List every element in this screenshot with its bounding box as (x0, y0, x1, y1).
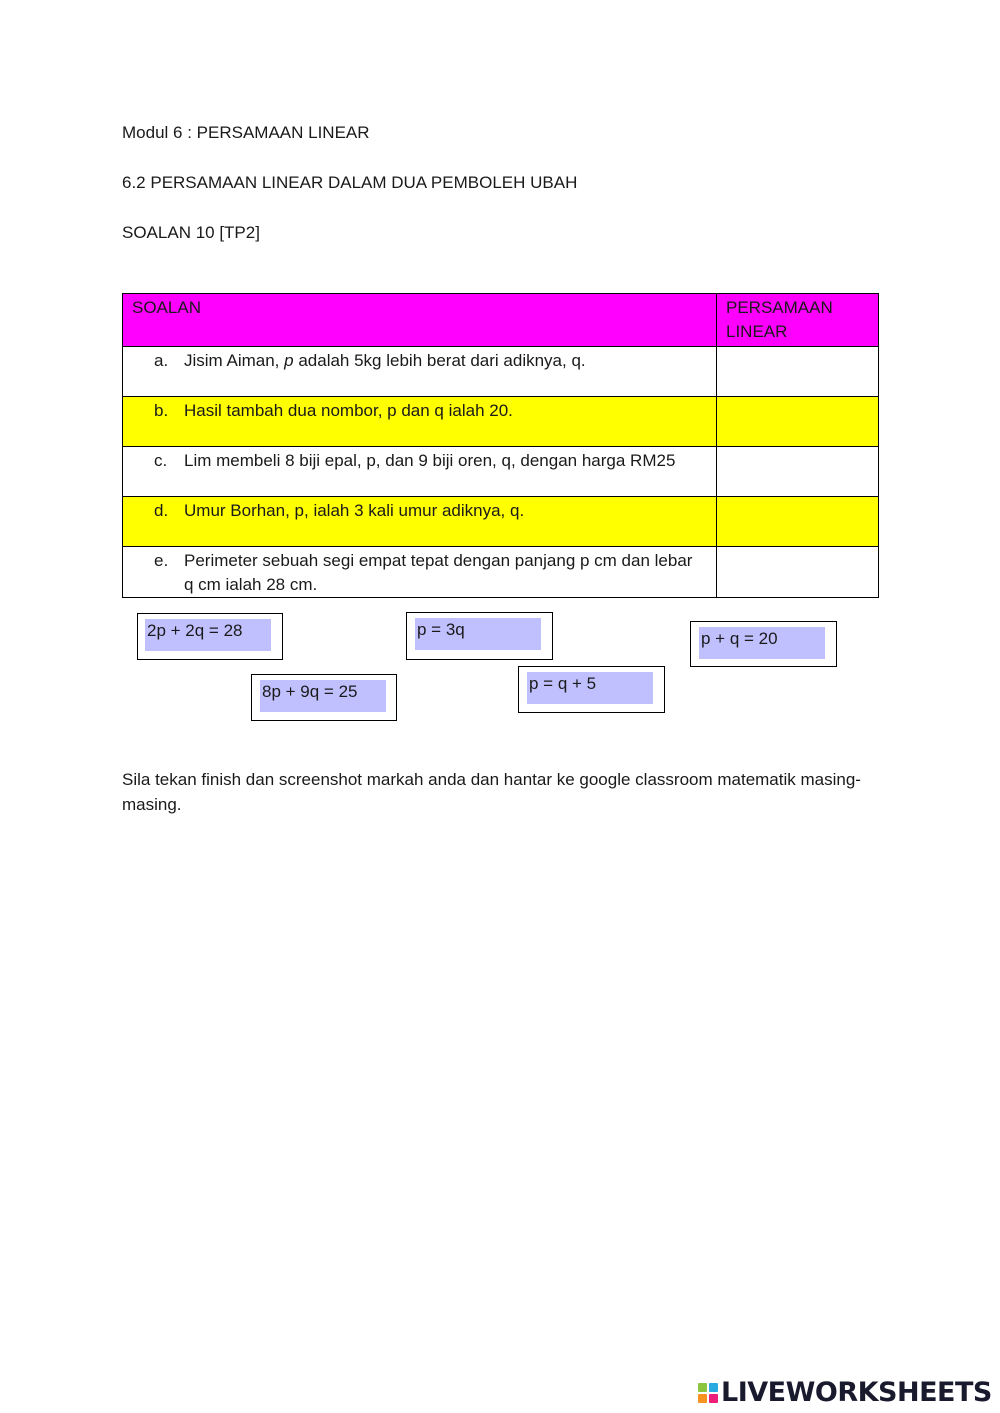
row-letter: b. (154, 401, 169, 420)
table-row (123, 347, 879, 397)
question-table (122, 293, 879, 598)
row-question-text: Umur Borhan, p, ialah 3 kali umur adiknya, q. (184, 501, 525, 520)
subtopic-title: 6.2 PERSAMAAN LINEAR DALAM DUA PEMBOLEH UBAH (122, 173, 578, 192)
header-soalan: SOALAN (123, 294, 717, 347)
question-number: SOALAN 10 [TP2] (122, 223, 260, 242)
answer-drop-slot[interactable] (717, 347, 879, 397)
answer-box (137, 613, 283, 660)
answer-drop-slot[interactable] (717, 547, 879, 598)
row-letter: c. (154, 451, 168, 470)
row-question-text: Jisim Aiman, p adalah 5kg lebih berat dari adiknya, q. (184, 351, 586, 370)
draggable-answer-8p-9q-25[interactable]: 8p + 9q = 25 (260, 680, 386, 712)
row-letter: d. (154, 501, 169, 520)
row-question-text: Perimeter sebuah segi empat tepat dengan panjang p cm dan lebar q cm ialah 28 cm. (184, 551, 693, 594)
table-row (123, 547, 879, 598)
logo-text: LIVEWORKSHEETS (721, 1377, 992, 1408)
logo-icon (698, 1383, 718, 1403)
answer-box (518, 666, 665, 713)
draggable-answer-2p-2q-28[interactable]: 2p + 2q = 28 (145, 619, 271, 651)
draggable-answer-p-3q[interactable]: p = 3q (415, 618, 541, 650)
table-row (123, 497, 879, 547)
row-question-text: Hasil tambah dua nombor, p dan q ialah 20. (184, 401, 513, 420)
liveworksheets-logo (698, 1377, 992, 1408)
table-header-row (123, 294, 879, 347)
row-letter: a. (154, 351, 169, 370)
answer-drop-slot[interactable] (717, 397, 879, 447)
header-persamaan-linear: PERSAMAAN LINEAR (717, 294, 879, 347)
draggable-answer-p-q-5[interactable]: p = q + 5 (527, 672, 653, 704)
answer-box (690, 621, 837, 667)
row-letter: e. (154, 551, 169, 570)
table-row (123, 447, 879, 497)
draggable-answer-p-q-20[interactable]: p + q = 20 (699, 627, 825, 659)
table-row (123, 397, 879, 447)
answer-drop-slot[interactable] (717, 497, 879, 547)
answer-box (251, 674, 397, 721)
module-title: Modul 6 : PERSAMAAN LINEAR (122, 123, 370, 142)
instruction-text: Sila tekan finish dan screenshot markah anda dan hantar ke google classroom matematik masing-masing. (122, 770, 861, 814)
answer-drop-slot[interactable] (717, 447, 879, 497)
row-question-text: Lim membeli 8 biji epal, p, dan 9 biji oren, q, dengan harga RM25 (184, 451, 676, 470)
answer-box (406, 612, 553, 660)
